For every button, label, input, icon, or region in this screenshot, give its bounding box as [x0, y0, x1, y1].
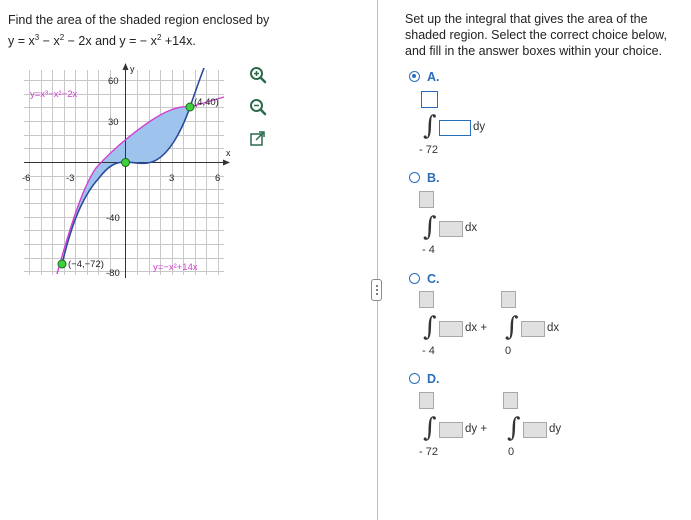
choice-c-lower-limit-2: 0 — [505, 345, 512, 357]
y-tick-label: 30 — [108, 117, 119, 128]
prompt-line-2: $y = x^3 - x^2 - 2x$ and y = − $x^2 +14x$. — [8, 33, 196, 49]
choice-c-upper-limit-1-box[interactable] — [419, 291, 434, 308]
curve1-label: y=x³−x²−2x — [30, 89, 78, 100]
choice-b-letter: B. — [427, 171, 440, 185]
choice-d-differential-2: dy — [549, 423, 562, 435]
intersection-point-bottom — [58, 260, 66, 268]
choice-d-upper-limit-1-box[interactable] — [419, 392, 434, 409]
question-prompt — [8, 11, 368, 50]
choice-c-integrand-2-box[interactable] — [521, 321, 545, 337]
choice-a-integral-sign: ∫ — [423, 111, 437, 141]
choice-d-lower-limit-1: - 72 — [419, 446, 438, 458]
external-link-button[interactable] — [246, 127, 270, 151]
choice-b-upper-limit-box[interactable] — [419, 191, 434, 208]
choice-d-upper-limit-2-box[interactable] — [503, 392, 518, 409]
choice-b-lower-limit: - 4 — [422, 244, 435, 256]
graph — [24, 60, 236, 280]
choice-b-integral-sign: ∫ — [423, 212, 437, 242]
choice-c-upper-limit-2-box[interactable] — [501, 291, 516, 308]
choice-c-integral-sign-1: ∫ — [423, 312, 437, 342]
graph-tools — [246, 63, 270, 159]
choice-a-lower-limit: - 72 — [419, 144, 438, 156]
choice-d-radio[interactable] — [409, 373, 420, 384]
choice-d-integral-sign-2: ∫ — [507, 413, 521, 443]
external-link-icon — [249, 130, 267, 148]
y-tick-label: 60 — [108, 76, 119, 87]
choice-d-lower-limit-2: 0 — [508, 446, 515, 458]
intersection-point-origin — [122, 159, 130, 167]
choice-c-differential-2: dx — [547, 322, 560, 334]
pane-resize-handle[interactable] — [371, 279, 382, 301]
prompt-line-1: Find the area of the shaded region enclosed by — [8, 13, 270, 27]
choice-b-differential: dx — [465, 222, 478, 234]
parabola-curve — [57, 97, 224, 274]
choice-d-integral-sign-1: ∫ — [423, 413, 437, 443]
choice-a-differential: dy — [473, 121, 486, 133]
choice-c-letter: C. — [427, 272, 440, 286]
choice-d-integrand-2-box[interactable] — [523, 422, 547, 438]
cubic-curve — [62, 68, 204, 264]
choice-d-integrand-1-box[interactable] — [439, 422, 463, 438]
choice-a-radio[interactable] — [409, 71, 420, 82]
choice-d-differential-1: dy + — [465, 423, 488, 435]
zoom-in-button[interactable] — [246, 63, 270, 87]
choice-a-upper-limit-box[interactable] — [421, 91, 438, 108]
choice-a-letter: A. — [427, 70, 440, 84]
x-tick-label: 6 — [215, 173, 221, 184]
choice-b-radio[interactable] — [409, 172, 420, 183]
choice-c-integral-sign-2: ∫ — [505, 312, 519, 342]
choice-c-radio[interactable] — [409, 273, 420, 284]
y-axis-label: y — [130, 64, 135, 74]
choice-d-letter: D. — [427, 372, 440, 386]
zoom-in-icon — [249, 66, 267, 84]
zoom-out-icon — [249, 98, 267, 116]
zoom-out-button[interactable] — [246, 95, 270, 119]
intersection-point-top — [186, 103, 194, 111]
answer-instructions: Set up the integral that gives the area of the shaded region. Select the correct choice below, and fill in the answer boxes within your choice. — [405, 12, 667, 58]
choice-a-integrand-box[interactable] — [439, 120, 471, 136]
choice-b-integrand-box[interactable] — [439, 221, 463, 237]
y-tick-label: -40 — [106, 213, 120, 224]
choice-c-differential-1: dx + — [465, 322, 488, 334]
point-top-label: (4,40) — [194, 97, 219, 108]
y-axis-arrow — [123, 63, 129, 70]
x-tick-label: 3 — [169, 173, 175, 184]
curve2-label: y=−x²+14x — [153, 262, 198, 273]
answer-pane — [393, 0, 685, 520]
x-tick-label: -6 — [22, 173, 31, 184]
choice-c-lower-limit-1: - 4 — [422, 345, 435, 357]
choice-c-integrand-1-box[interactable] — [439, 321, 463, 337]
x-axis-arrow — [223, 160, 230, 166]
point-bottom-label: (−4,−72) — [68, 259, 104, 270]
x-axis-label: x — [226, 148, 231, 158]
y-tick-label: -80 — [106, 268, 120, 279]
pane-divider — [377, 0, 378, 520]
x-tick-label: -3 — [66, 173, 75, 184]
